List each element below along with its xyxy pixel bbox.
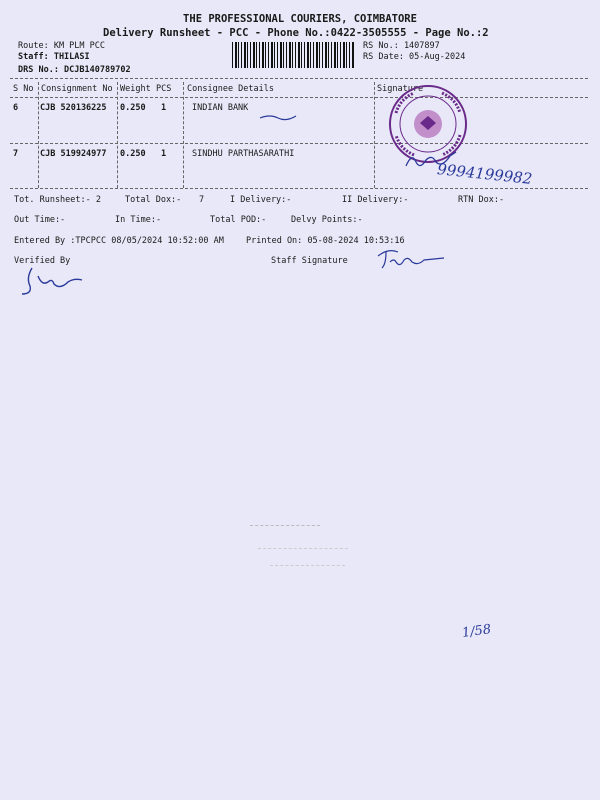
table-row-pcs: 1	[161, 149, 167, 159]
table-row-consignee: INDIAN BANK	[192, 103, 249, 113]
staff-signature-label: Staff Signature	[271, 256, 348, 266]
row-separator	[10, 143, 588, 144]
total-dox: Total Dox:-	[125, 195, 182, 205]
drs-number: DRS No.: DCJB140789702	[18, 65, 131, 75]
tot-runsheet: Tot. Runsheet:- 2	[14, 195, 101, 205]
table-row-sno: 7	[13, 149, 19, 159]
scan-artifact	[270, 565, 345, 566]
staff-label: Staff: THILASI	[18, 52, 90, 62]
header-consignee: Consignee Details	[187, 84, 274, 94]
table-row-pcs: 1	[161, 103, 167, 113]
header-pcs: PCS	[156, 84, 172, 94]
scan-artifact	[258, 548, 348, 549]
col-divider	[117, 82, 118, 188]
col-divider	[38, 82, 39, 188]
delvy-points: Delvy Points:-	[291, 215, 363, 225]
header-sno: S No	[13, 84, 34, 94]
verified-by-label: Verified By	[14, 256, 71, 266]
staff-signature	[376, 248, 451, 270]
rs-number: RS No.: 1407897	[363, 41, 440, 51]
header-consignment: Consignment No	[41, 84, 113, 94]
table-bottom-rule	[10, 188, 588, 189]
in-time: In Time:-	[115, 215, 162, 225]
entered-by: Entered By :TPCPCC 08/05/2024 10:52:00 AM	[14, 236, 224, 246]
header-weight: Weight	[120, 84, 151, 94]
verifier-signature	[20, 264, 90, 300]
col-divider	[374, 82, 375, 188]
table-header-rule	[10, 97, 588, 98]
scan-artifact	[250, 525, 320, 526]
i-delivery: I Delivery:-	[230, 195, 292, 205]
table-row-weight: 0.250	[120, 149, 146, 159]
route-label: Route: KM PLM PCC	[18, 41, 105, 51]
runsheet-subtitle: Delivery Runsheet - PCC - Phone No.:0422-3505555 - Page No.:2	[103, 27, 489, 39]
table-row-sno: 6	[13, 103, 19, 113]
handwritten-page-mark: 1/58	[461, 622, 493, 641]
company-title: THE PROFESSIONAL COURIERS, COIMBATORE	[183, 13, 417, 25]
total-pod: Total POD:-	[210, 215, 267, 225]
total-dox-value: 7	[199, 195, 205, 205]
ii-delivery: II Delivery:-	[342, 195, 409, 205]
table-row-weight: 0.250	[120, 103, 146, 113]
rs-date: RS Date: 05-Aug-2024	[363, 52, 466, 62]
out-time: Out Time:-	[14, 215, 66, 225]
header-signature: Signature	[377, 84, 424, 94]
consignee-signature	[258, 110, 298, 122]
table-top-rule	[10, 78, 588, 79]
table-row-consignment: CJB 519924977	[40, 149, 107, 159]
rtn-dox: RTN Dox:-	[458, 195, 505, 205]
printed-on: Printed On: 05-08-2024 10:53:16	[246, 236, 405, 246]
table-row-consignment: CJB 520136225	[40, 103, 107, 113]
table-row-consignee: SINDHU PARTHASARATHI	[192, 149, 295, 159]
barcode	[232, 42, 354, 68]
handwritten-phone: 9994199982	[436, 160, 534, 188]
col-divider	[183, 82, 184, 188]
